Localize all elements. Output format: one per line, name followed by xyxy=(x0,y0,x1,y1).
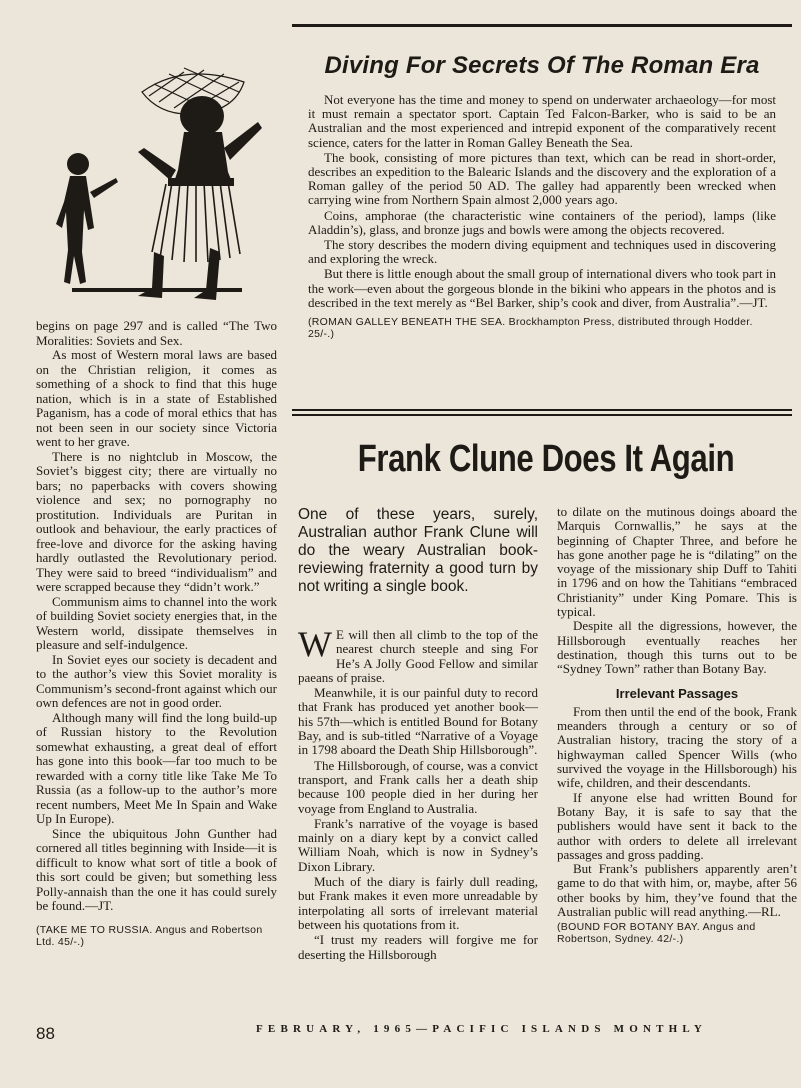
clune-article-title: Frank Clune Does It Again xyxy=(357,438,735,480)
clune-para: Meanwhile, it is our painful duty to record that Frank has produced yet another book—his 57th—which is entitled Bound for Botany Bay, and is sub-titled “Narrative of a Voyage in 1798 aboard the Death Ship Hillsborough”. xyxy=(298,685,538,758)
left-para: Since the ubiquitous John Gunther had cornered all titles beginning with Inside—it is difficult to know what sort of title a book of this sort could be given; but something less Polly-annaish than the one it has could surely be found.—JT. xyxy=(36,825,277,913)
section-subhead: Irrelevant Passages xyxy=(615,685,739,701)
clune-credit: (BOUND FOR BOTANY BAY. Angus and Robertson, Sydney. 42/-.) xyxy=(557,921,756,946)
left-para: begins on page 297 and is called “The Two Moralities: Soviets and Sex. xyxy=(36,318,277,348)
native-figures-illustration xyxy=(34,52,274,314)
running-footer: FEBRUARY, 1965—PACIFIC ISLANDS MONTHLY xyxy=(256,1023,708,1035)
clune-para: Frank’s narrative of the voyage is based mainly on a diary kept by a convict called William Noah, which is now in Sydney’s Dixon Library. xyxy=(298,815,538,874)
clune-para: The Hillsborough, of course, was a convict transport, and Frank calls her a death ship because 100 people died in her during her voyage from England to Australia. xyxy=(298,757,538,816)
clune-para: Much of the diary is fairly dull reading, but Frank makes it even more unreadable by interpolating all sorts of irrelevant material between his quotations from it. xyxy=(298,874,538,932)
clune-first-para-text: E will then all climb to the top of the nearest church steeple and sing For He’s A Jolly Good Fellow and similar paeans of praise. xyxy=(298,627,538,685)
divider-rule xyxy=(292,414,792,416)
page-number: 88 xyxy=(36,1024,55,1043)
clune-para: If anyone else had written Bound for Botany Bay, it is safe to say that the publishers would have sent it back to the author with orders to delete all irrelevant passages and gross padding. xyxy=(557,789,797,862)
left-para: Although many will find the long build-up of Russian history to the Revolution somewhat exhausting, a great deal of effort has gone into this book—far too much to be rewarded with a corny title like Take Me To Russia (as a follow-up to the author’s more recent numbers, Meet Me In Spain and Wake Up In Europe). xyxy=(36,709,277,826)
left-para: As most of Western moral laws are based on the Christian religion, it comes as something of a shock to find that this huge nation, which is in a state of Established Paganism, has a code of moral ethics that has not been seen in our society since Victoria went to her grave. xyxy=(36,347,277,449)
roman-para: The story describes the modern diving equipment and techniques used in discovering and exploring the wreck. xyxy=(308,237,776,267)
roman-para: The book, consisting of more pictures than text, which can be read in short-order, describes an expedition to the Balearic Islands and the discovery and the exploration of a Roman galley of the period 50 AD. The galley had apparently been wrecked when carrying wine from Northern Spain almost 2,000 years ago. xyxy=(308,149,776,208)
left-column-review xyxy=(36,319,277,958)
clune-para: But Frank’s publishers apparently aren’t game to do that with him, or, maybe, after 56 other books by him, they’ve found that the Australian public will read anything.—RL. xyxy=(557,861,797,920)
clune-para: From then until the end of the book, Frank meanders through a century or so of Australian history, tracing the story of a highwayman called Spencer Wills (who survived the voyage in the Hillsborough) his wife, children, and their descendants. xyxy=(557,703,797,791)
roman-article-body xyxy=(308,93,776,351)
clune-para: Despite all the digressions, however, the Hillsborough eventually reaches her destination, though this turns out to be “Sydney Town” rather than Botany Bay. xyxy=(557,618,797,677)
left-para: Communism aims to channel into the work of building Soviet society energies that, in the Western world, dissipate themselves in pleasure and self-indulgence. xyxy=(36,593,277,652)
left-credit: (TAKE ME TO RUSSIA. Angus and Robertson Ltd. 45/-.) xyxy=(36,923,263,948)
divider-rule xyxy=(292,409,792,411)
clune-right-column xyxy=(557,505,797,956)
clune-para: “I trust my readers will forgive me for deserting the Hillsborough xyxy=(298,932,538,962)
roman-para: Coins, amphorae (the characteristic wine containers of the period), lamps (like Aladdin’s), glass, and bronze jugs and bowls were among the objects recovered. xyxy=(308,207,776,237)
roman-para: But there is little enough about the small group of international divers who took part in the work—even about the gorgeous blonde in the bikini who appears in the photos and is described in the text merely as “Bel Barker, ship’s cook and diver, from Australia”.—JT. xyxy=(308,266,776,310)
roman-article-title: Diving For Secrets Of The Roman Era xyxy=(324,52,760,79)
clune-middle-column xyxy=(298,624,538,963)
clune-para: to dilate on the mutinous doings aboard the Marquis Cornwallis,” he says at the beginning of Chapter Three, and before he has gone another page he is “dilating” on the voyage of the missionary ship Duff to Tahiti in 1796 and on how the Tahitians “embraced Christianity” under King Pomare. This is typical. xyxy=(557,504,797,620)
left-para: In Soviet eyes our society is decadent and to the author’s view this Soviet morality is Communism’s second-front against which our own defences are not in good order. xyxy=(36,651,277,710)
clune-first-para xyxy=(298,624,538,685)
drop-cap: W xyxy=(298,624,332,664)
clune-intro: One of these years, surely, Australian author Frank Clune will do the weary Australian book-reviewing fraternity a good turn by not writing a single book. xyxy=(298,506,538,595)
left-para: There is no nightclub in Moscow, the Soviet’s biggest city; there are virtually no bars; no paperbacks with covers showing violence and sex; no pornography no prostitution. Individuals are Puritan in outlook and behaviour, the early practices of free-love and divorce for the asking having hardly outlasted the Revolutionary period. They were said to breed “individualism” and were scrapped because they “didn’t work.” xyxy=(36,448,277,594)
roman-credit: (ROMAN GALLEY BENEATH THE SEA. Brockhampton Press, distributed through Hodder. 25/-.) xyxy=(308,316,753,341)
top-rule xyxy=(292,24,792,27)
roman-para: Not everyone has the time and money to spend on underwater archaeology—for most it must remain a spectator sport. Captain Ted Falcon-Barker, who is said to be an Australian and the most experienced and intrepid exponent of the comparatively recent science, caters for the latter in Roman Galley Beneath the Sea. xyxy=(308,92,776,150)
